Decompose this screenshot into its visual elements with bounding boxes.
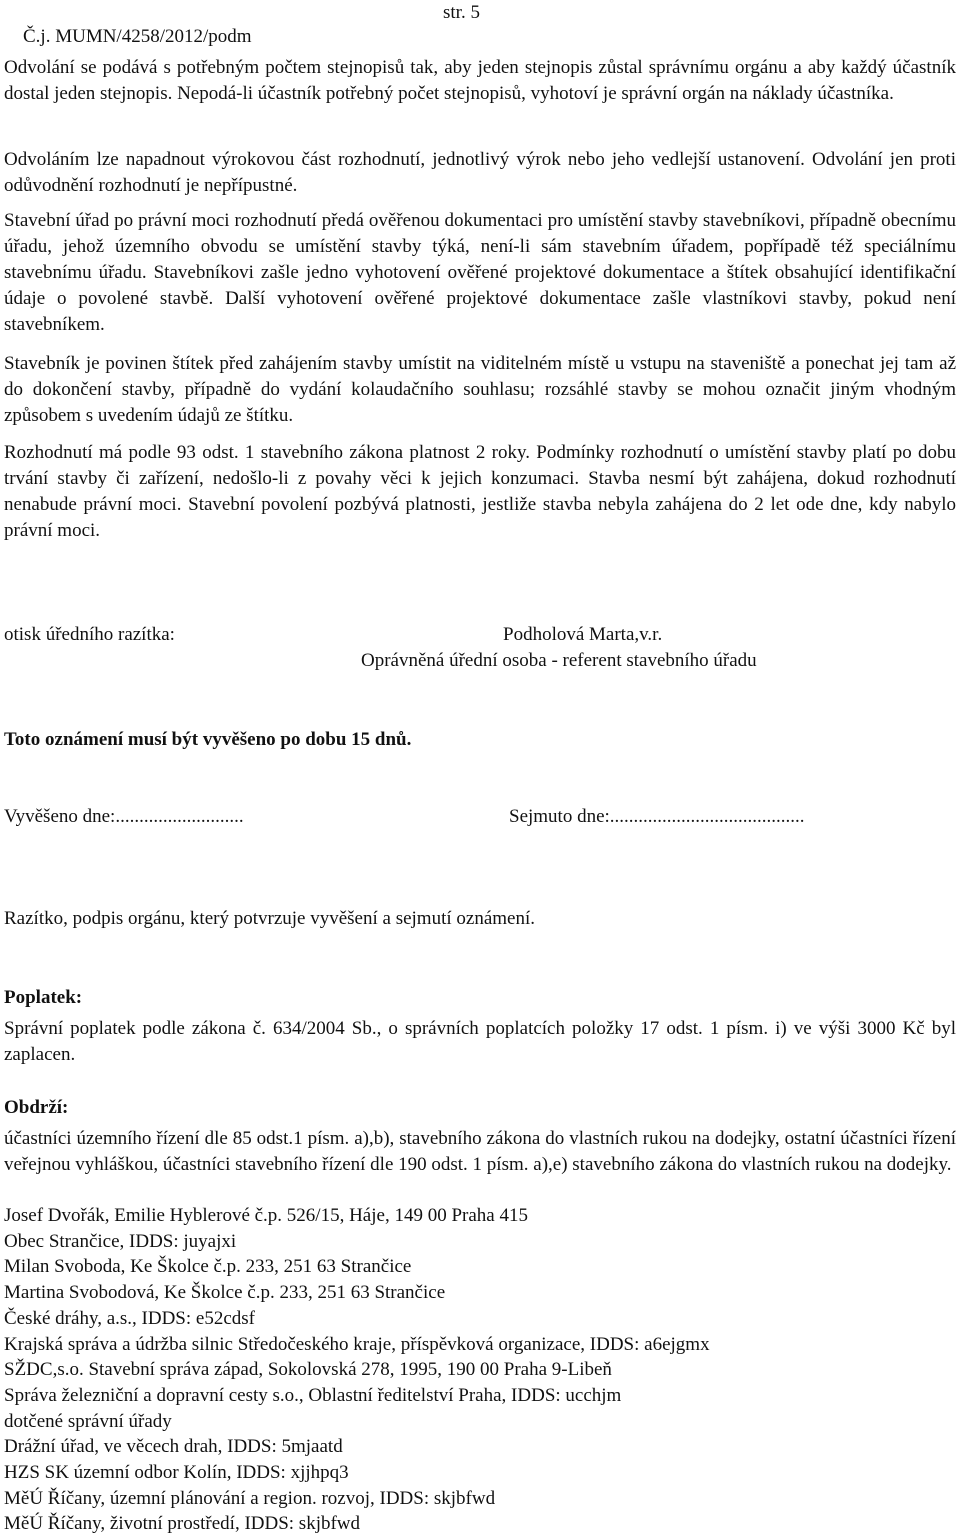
page-number: str. 5 xyxy=(443,2,480,23)
validity-paragraph: Rozhodnutí má podle 93 odst. 1 stavebního zákona platnost 2 roky. Podmínky rozhodnutí o umístění stavby platí po dobu trvání stavby či zařízení, nedošlo-li z povahy věci k jejich konzumaci. Stavba nesmí být zahájena, dokud rozhodnutí nenabude právní moci. Stavební povolení pozbývá platnosti, jestliže stavba nebyla zahájena do 2 let ode dne, kdy nabylo právní moci. xyxy=(4,442,956,541)
fee-text: Správní poplatek podle zákona č. 634/2004 Sb., o správních poplatcích položky 17 odst. 1 písm. i) ve výši 3000 Kč byl zaplacen. xyxy=(4,1018,956,1065)
fee-heading: Poplatek: xyxy=(4,987,83,1008)
posted-date-field: Vyvěšeno dne:........................... xyxy=(4,806,244,827)
recipients-list xyxy=(4,1203,956,1537)
list-item: Martina Svobodová, Ke Školce č.p. 233, 251 63 Strančice xyxy=(4,1282,446,1304)
list-item: Josef Dvořák, Emilie Hyblerové č.p. 526/15, Háje, 149 00 Praha 415 xyxy=(4,1205,528,1226)
stamp-label: otisk úředního razítka: xyxy=(4,624,175,645)
list-item: České dráhy, a.s., IDDS: e52cdsf xyxy=(4,1307,255,1329)
list-item: Správa železniční a dopravní cesty s.o., Oblastní ředitelství Praha, IDDS: ucchjm xyxy=(4,1384,622,1406)
posting-notice: Toto oznámení musí být vyvěšeno po dobu 15 dnů. xyxy=(4,729,412,750)
list-item: dotčené správní úřady xyxy=(4,1410,172,1432)
list-item: HZS SK územní odbor Kolín, IDDS: xjjhpq3 xyxy=(4,1462,349,1484)
list-item: MěÚ Říčany, územní plánování a region. rozvoj, IDDS: skjbfwd xyxy=(4,1487,496,1509)
list-item: SŽDC,s.o. Stavební správa západ, Sokolovská 278, 1995, 190 00 Praha 9-Libeň xyxy=(4,1359,612,1381)
list-item: Obec Strančice, IDDS: juyajxi xyxy=(4,1230,237,1252)
recipients-intro: účastníci územního řízení dle 85 odst.1 písm. a),b), stavebního zákona do vlastních rukou na dodejky, ostatní účastníci řízení veřejnou vyhláškou, účastníci stavebního řízení dle 190 odst. 1 písm. a),e) stavebního zákona do vlastních rukou na dodejky. xyxy=(4,1128,956,1175)
list-item: Milan Svoboda, Ke Školce č.p. 233, 251 63 Strančice xyxy=(4,1256,412,1278)
appeal-copies-paragraph: Odvolání se podává s potřebným počtem stejnopisů tak, aby jeden stejnopis zůstal správnímu orgánu a aby každý účastník dostal jeden stejnopis. Nepodá-li účastník potřebný počet stejnopisů, vyhotoví je správní orgán na náklady účastníka. xyxy=(4,57,956,104)
removed-date-field: Sejmuto dne:......................................... xyxy=(509,806,805,827)
recipients-heading: Obdrží: xyxy=(4,1097,69,1118)
site-label-paragraph: Stavebník je povinen štítek před zahájením stavby umístit na viditelném místě u vstupu na staveniště a ponechat jej tam až do dokončení stavby, případně do vydání kolaudačního souhlasu; rozsáhlé stavby se mohou označit jiným vhodným způsobem s uvedením údajů ze štítku. xyxy=(4,353,956,426)
list-item: Krajská správa a údržba silnic Středočeského kraje, příspěvková organizace, IDDS: a6ejgmx xyxy=(4,1333,710,1355)
appeal-scope-paragraph: Odvoláním lze napadnout výrokovou část rozhodnutí, jednotlivý výrok nebo jeho vedlejší ustanovení. Odvolání jen proti odůvodnění rozhodnutí je nepřípustné. xyxy=(4,149,956,196)
documentation-paragraph: Stavební úřad po právní moci rozhodnutí předá ověřenou dokumentaci pro umístění stavby stavebníkovi, případně obecnímu úřadu, jehož územního obvodu se umístění stavby týká, není-li sám stavebním úřadem, popřípadě též speciálnímu stavebnímu úřadu. Stavebníkovi zašle jedno vyhotovení ověřené projektové dokumentace a štítek obsahující identifikační údaje o povolené stavbě. Další vyhotovení ověřené projektové dokumentace zašle vlastníkovi stavby, pokud není stavebníkem. xyxy=(4,210,956,335)
list-item: MěÚ Říčany, životní prostředí, IDDS: skjbfwd xyxy=(4,1513,361,1535)
signatory-role: Oprávněná úřední osoba - referent stavebního úřadu xyxy=(361,650,757,671)
stamp-signature-note: Razítko, podpis orgánu, který potvrzuje vyvěšení a sejmutí oznámení. xyxy=(4,908,535,929)
signatory-name: Podholová Marta,v.r. xyxy=(503,624,663,645)
reference-number: Č.j. MUMN/4258/2012/podm xyxy=(23,26,252,47)
list-item: Drážní úřad, ve věcech drah, IDDS: 5mjaatd xyxy=(4,1436,343,1458)
